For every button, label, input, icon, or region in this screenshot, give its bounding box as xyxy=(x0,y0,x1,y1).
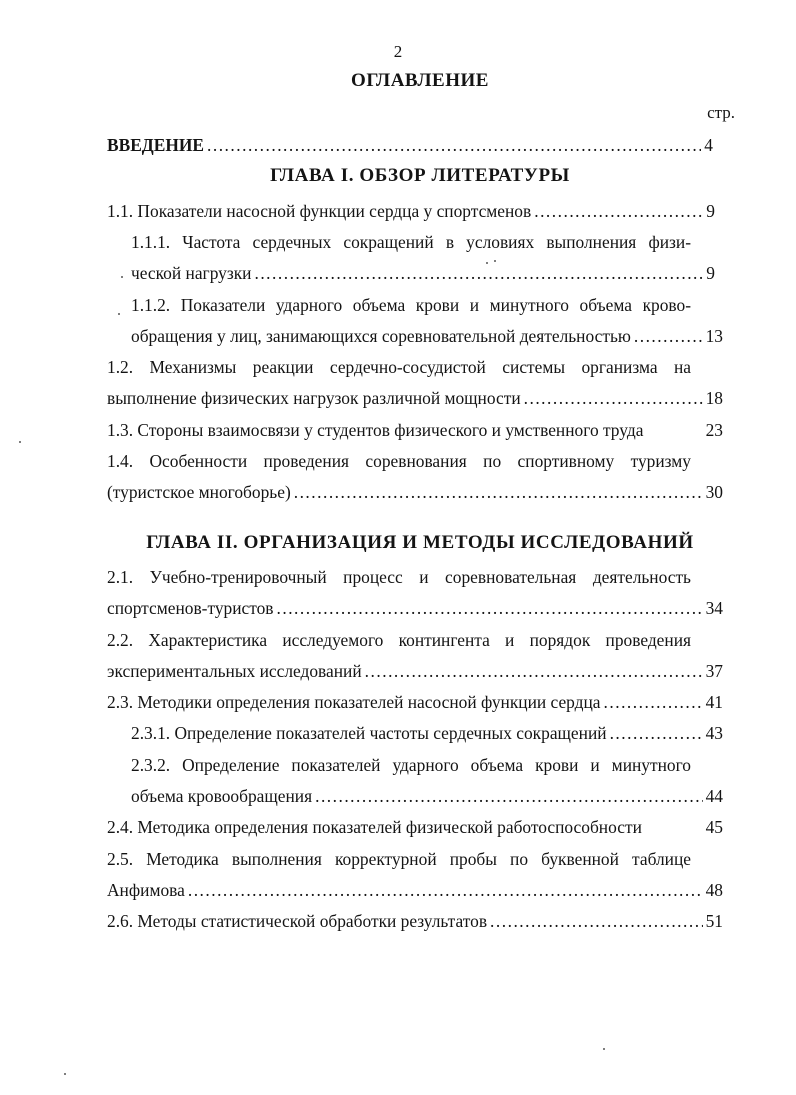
toc-entry-label: экспериментальных исследований xyxy=(107,661,362,681)
dot-leader xyxy=(604,691,703,713)
toc-entry-1-1-1-line1: 1.1.1. Частота сердечных сокращений в условиях выполнения физи- xyxy=(131,232,691,252)
toc-entry-page: 48 xyxy=(705,880,723,900)
toc-entry-page: 37 xyxy=(705,661,723,681)
dot-leader xyxy=(534,200,703,222)
toc-entry-page: 18 xyxy=(705,388,723,408)
toc-title: ОГЛАВЛЕНИЕ xyxy=(351,70,489,91)
toc-entry-2-5[interactable] xyxy=(107,879,723,903)
toc-entry-label: спортсменов-туристов xyxy=(107,598,274,618)
scan-speck xyxy=(121,276,123,278)
toc-entry-label: 2.6. Методы статистической обработки результатов xyxy=(107,911,488,931)
chapter-2-heading: ГЛАВА II. ОРГАНИЗАЦИЯ И МЕТОДЫ ИССЛЕДОВАНИЙ xyxy=(146,532,694,553)
dot-leader xyxy=(254,262,703,284)
toc-entry-label: 2.3. Методики определения показателей насосной функции сердца xyxy=(107,692,601,712)
toc-entry-label: (туристское многоборье) xyxy=(107,482,291,502)
toc-entry-label: обращения у лиц, занимающихся соревновательной деятельностью xyxy=(131,326,631,346)
toc-entry-2-4[interactable] xyxy=(107,816,723,840)
toc-entry-2-3-2[interactable] xyxy=(131,785,723,809)
toc-entry-label: выполнение физических нагрузок различной мощности xyxy=(107,388,521,408)
toc-entry-1-3[interactable] xyxy=(107,419,723,443)
scan-speck xyxy=(64,1073,66,1075)
toc-entry-page: 13 xyxy=(705,326,723,346)
dot-leader xyxy=(634,325,703,347)
toc-entry-page: 41 xyxy=(705,692,723,712)
toc-entry-2-1[interactable] xyxy=(107,597,723,621)
scan-speck xyxy=(19,441,21,443)
toc-entry-2-3-2-line1: 2.3.2. Определение показателей ударного объема крови и минутного xyxy=(131,755,691,775)
toc-entry-label: 2.3.1. Определение показателей частоты сердечных сокращений xyxy=(131,723,607,743)
toc-entry-1-1-2-line1: 1.1.2. Показатели ударного объема крови и минутного объема крово- xyxy=(131,295,691,315)
toc-entry-page: 43 xyxy=(705,723,723,743)
dot-leader xyxy=(315,785,703,807)
toc-entry-1-1-2[interactable] xyxy=(131,325,723,349)
toc-entry-page: 9 xyxy=(706,201,715,221)
toc-entry-page: 9 xyxy=(706,263,715,283)
dot-leader xyxy=(365,660,703,682)
toc-entry-intro[interactable] xyxy=(107,134,713,158)
toc-entry-label: Анфимова xyxy=(107,880,185,900)
scan-speck xyxy=(603,1048,605,1050)
toc-entry-label: объема кровообращения xyxy=(131,786,313,806)
toc-entry-2-2[interactable] xyxy=(107,660,723,684)
toc-entry-page: 45 xyxy=(705,817,723,837)
dot-leader xyxy=(524,387,703,409)
toc-entry-2-3[interactable] xyxy=(107,691,723,715)
chapter-1-heading: ГЛАВА I. ОБЗОР ЛИТЕРАТУРЫ xyxy=(270,165,570,186)
toc-entry-label: ческой нагрузки xyxy=(131,263,252,283)
toc-entry-page: 51 xyxy=(705,911,723,931)
toc-entry-1-1[interactable] xyxy=(107,200,715,224)
toc-entry-1-4-line1: 1.4. Особенности проведения соревнования по спортивному туризму xyxy=(107,451,691,471)
toc-entry-label: ВВЕДЕНИЕ xyxy=(107,135,205,155)
toc-entry-label: 1.3. Стороны взаимосвязи у студентов физического и умственного труда xyxy=(107,420,644,440)
toc-entry-1-1-1[interactable] xyxy=(131,262,715,286)
toc-entry-page: 23 xyxy=(705,420,723,440)
toc-entry-1-4[interactable] xyxy=(107,481,723,505)
page-column-label: стр. xyxy=(707,103,735,122)
scan-speck xyxy=(118,313,120,315)
toc-entry-2-3-1[interactable] xyxy=(131,722,723,746)
toc-entry-page: 30 xyxy=(705,482,723,502)
toc-entry-page: 34 xyxy=(705,598,723,618)
toc-entry-label: 2.4. Методика определения показателей физической работоспособности xyxy=(107,817,642,837)
toc-entry-1-2-line1: 1.2. Механизмы реакции сердечно-сосудистой системы организма на xyxy=(107,357,691,377)
dot-leader xyxy=(207,134,701,156)
dot-leader xyxy=(490,910,703,932)
dot-leader xyxy=(610,722,703,744)
toc-entry-page: 4 xyxy=(704,135,713,155)
toc-entry-1-2[interactable] xyxy=(107,387,723,411)
toc-entry-label: 1.1. Показатели насосной функции сердца у спортсменов xyxy=(107,201,532,221)
scan-speck xyxy=(486,262,488,264)
dot-leader xyxy=(294,481,703,503)
toc-entry-2-1-line1: 2.1. Учебно-тренировочный процесс и соревновательная деятельность xyxy=(107,567,691,587)
scan-speck xyxy=(494,260,496,262)
toc-entry-page: 44 xyxy=(705,786,723,806)
toc-entry-2-6[interactable] xyxy=(107,910,723,934)
dot-leader xyxy=(277,597,703,619)
page-number: 2 xyxy=(393,42,403,61)
toc-entry-2-5-line1: 2.5. Методика выполнения корректурной пробы по буквенной таблице xyxy=(107,849,691,869)
toc-entry-2-2-line1: 2.2. Характеристика исследуемого контингента и порядок проведения xyxy=(107,630,691,650)
dot-leader xyxy=(188,879,703,901)
